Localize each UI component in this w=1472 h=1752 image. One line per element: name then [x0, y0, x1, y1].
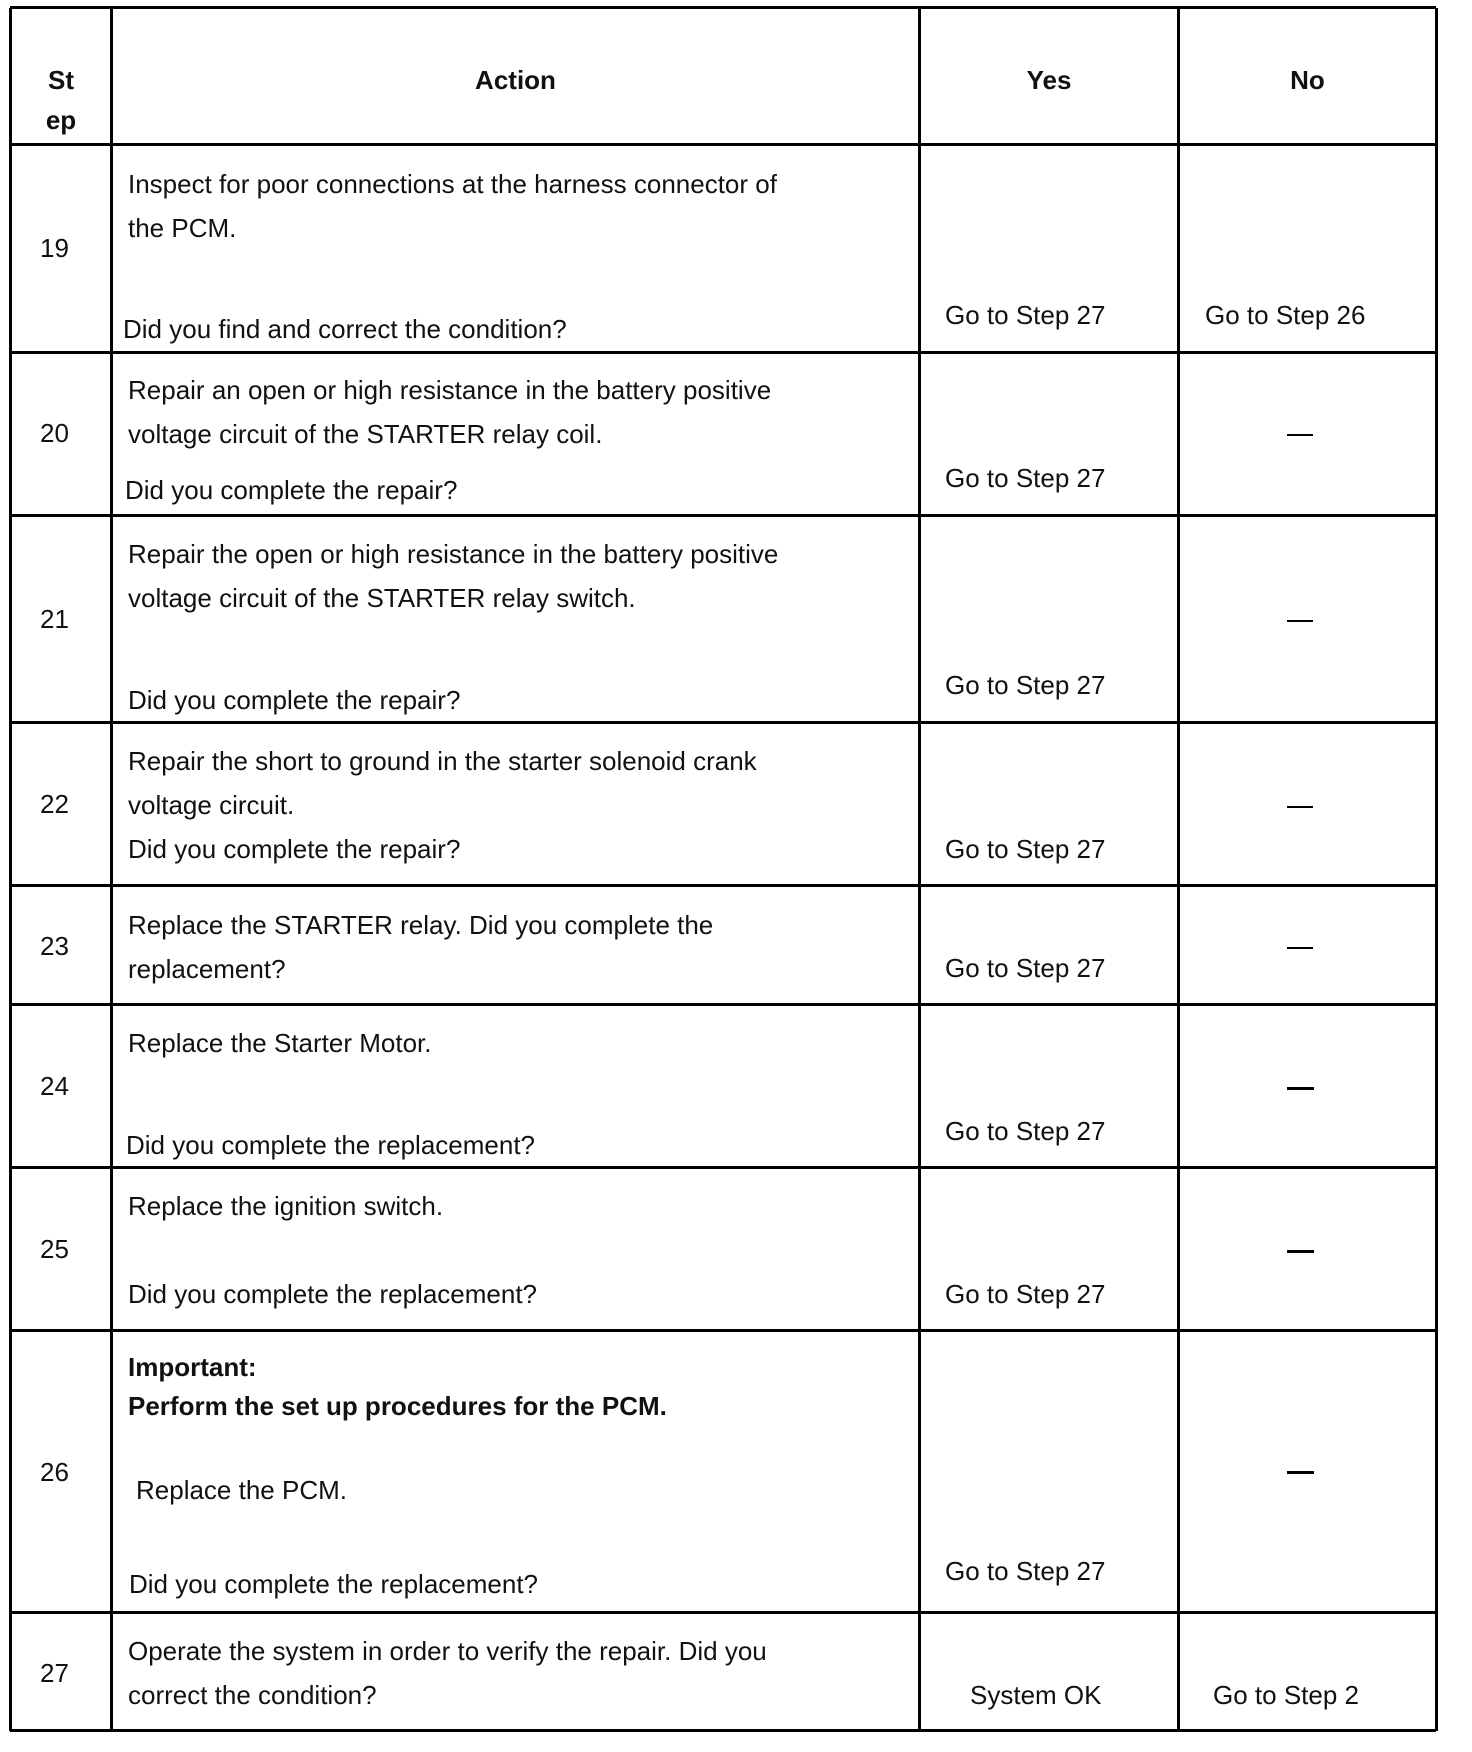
no-result: Go to Step 26	[1205, 300, 1366, 330]
row-border	[10, 1729, 1436, 1732]
row-border	[10, 1611, 1436, 1614]
no-result-dash	[1287, 434, 1313, 436]
action-text: correct the condition?	[128, 1680, 377, 1710]
row-border	[10, 1003, 1436, 1006]
yes-result: Go to Step 27	[945, 1279, 1106, 1309]
row-border	[10, 514, 1436, 517]
header-step-line1: St	[48, 65, 74, 95]
header-step-line2: ep	[45, 105, 77, 135]
yes-result: Go to Step 27	[945, 300, 1106, 330]
action-text: Replace the STARTER relay. Did you complete the	[128, 910, 714, 940]
action-question: Did you complete the repair?	[125, 475, 458, 505]
yes-result: Go to Step 27	[945, 1116, 1106, 1146]
row-border	[10, 351, 1436, 354]
step-number: 26	[40, 1457, 69, 1487]
table-border-right	[1435, 8, 1438, 1731]
action-question: Did you find and correct the condition?	[123, 314, 567, 344]
header-action: Action	[475, 65, 556, 95]
column-divider-action	[918, 8, 921, 1731]
column-divider-yes	[1177, 8, 1180, 1731]
no-result-dash	[1287, 1471, 1314, 1474]
step-number: 21	[40, 604, 69, 634]
no-result-dash	[1287, 1250, 1314, 1253]
no-result-dash	[1287, 806, 1313, 808]
table-border-left	[9, 8, 12, 1731]
action-text: replacement?	[128, 954, 286, 984]
no-result-dash	[1287, 1087, 1314, 1090]
row-border	[10, 6, 1436, 9]
action-question: Did you complete the replacement?	[129, 1569, 539, 1599]
action-text: voltage circuit of the STARTER relay switch.	[128, 583, 636, 613]
column-divider-step	[110, 8, 113, 1731]
no-result-dash	[1287, 947, 1313, 949]
no-result: Go to Step 2	[1213, 1680, 1359, 1710]
step-number: 19	[40, 233, 69, 263]
action-text: Replace the PCM.	[136, 1475, 347, 1505]
action-text: the PCM.	[128, 213, 237, 243]
action-question: Did you complete the replacement?	[126, 1130, 536, 1160]
action-text: Replace the ignition switch.	[128, 1191, 444, 1221]
row-border	[10, 143, 1436, 146]
header-yes: Yes	[1026, 65, 1072, 95]
action-question: Did you complete the repair?	[128, 834, 461, 864]
no-result-dash	[1287, 620, 1313, 622]
action-question: Did you complete the replacement?	[128, 1279, 538, 1309]
action-text: Inspect for poor connections at the harness connector of	[128, 169, 777, 199]
step-number: 23	[40, 931, 69, 961]
action-text: voltage circuit.	[128, 790, 295, 820]
yes-result: System OK	[970, 1680, 1102, 1710]
row-border	[10, 1329, 1436, 1332]
action-text: Operate the system in order to verify the repair. Did you	[128, 1636, 767, 1666]
action-text: Repair an open or high resistance in the battery positive	[128, 375, 772, 405]
step-number: 20	[40, 418, 69, 448]
step-number: 27	[40, 1658, 69, 1688]
action-text: Repair the short to ground in the starter solenoid crank	[128, 746, 757, 776]
action-text: Replace the Starter Motor.	[128, 1028, 432, 1058]
yes-result: Go to Step 27	[945, 463, 1106, 493]
step-number: 24	[40, 1071, 69, 1101]
row-border	[10, 884, 1436, 887]
action-text: Repair the open or high resistance in the battery positive	[128, 539, 779, 569]
action-text: voltage circuit of the STARTER relay coil.	[128, 419, 603, 449]
yes-result: Go to Step 27	[945, 953, 1106, 983]
important-note: Perform the set up procedures for the PCM.	[128, 1391, 667, 1421]
header-no: No	[1290, 65, 1325, 95]
yes-result: Go to Step 27	[945, 834, 1106, 864]
important-label: Important:	[128, 1352, 257, 1382]
yes-result: Go to Step 27	[945, 1556, 1106, 1586]
step-number: 22	[40, 789, 69, 819]
step-number: 25	[40, 1234, 69, 1264]
yes-result: Go to Step 27	[945, 670, 1106, 700]
action-question: Did you complete the repair?	[128, 685, 461, 715]
